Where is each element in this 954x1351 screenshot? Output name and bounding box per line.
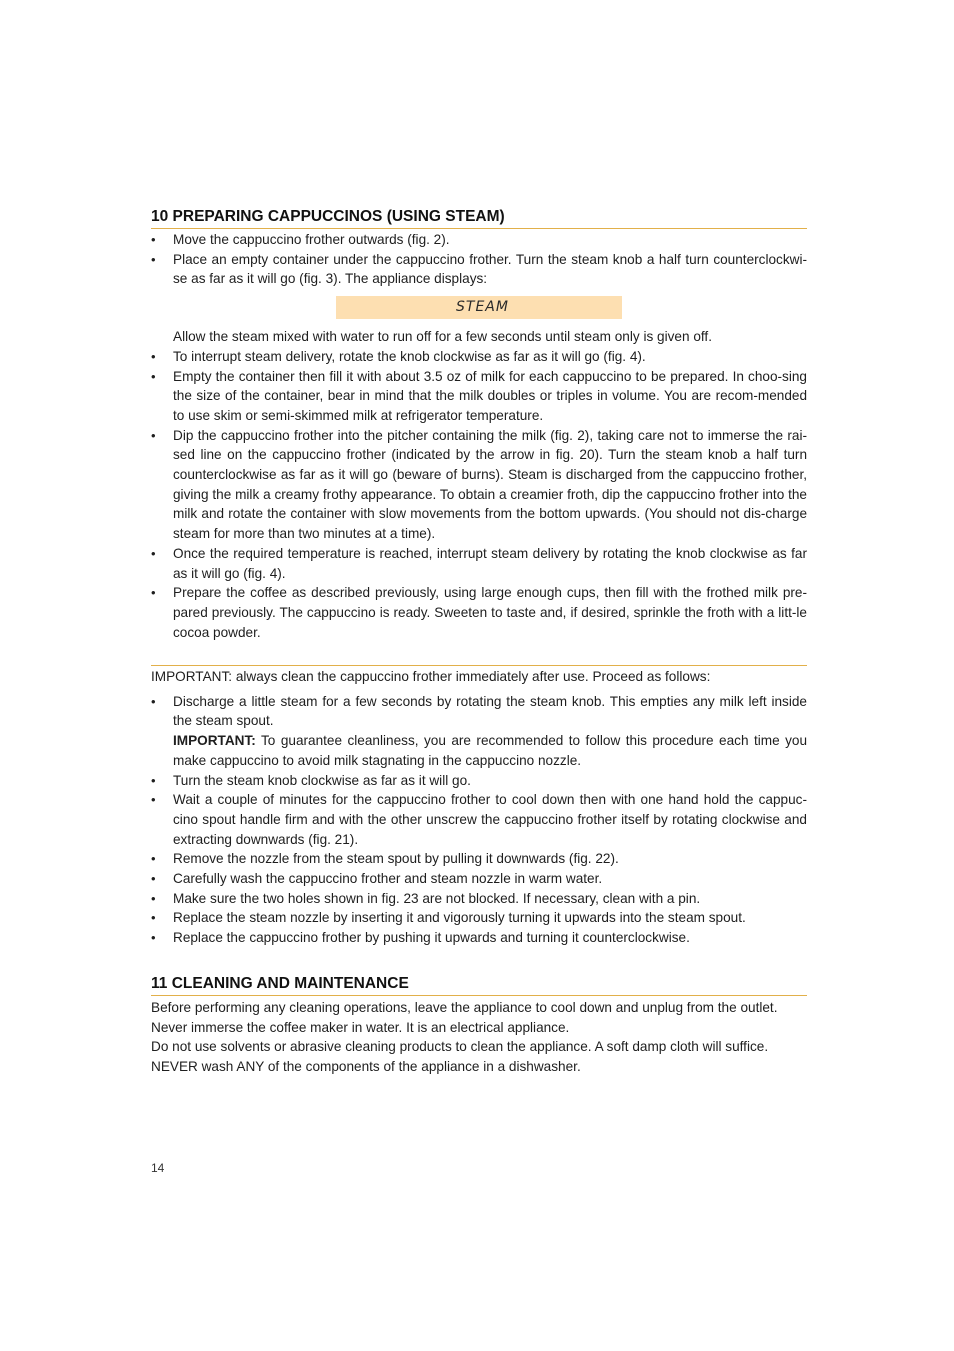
list-item: • Prepare the coffee as described previously, using large enough cups, then fill with the frothed milk pre-pared previously. The cappuccino is ready. Sweeten to taste and, if desired, sprinkle the froth with a litt-le cocoa powder. — [151, 583, 807, 642]
list-item: • Once the required temperature is reached, interrupt steam delivery by rotating the knob clockwise as far as it will go (fig. 4). — [151, 544, 807, 583]
section-10-body — [151, 230, 807, 642]
paragraph: Never immerse the coffee maker in water. It is an electrical appliance. — [151, 1019, 570, 1035]
section-11-title: 11 CLEANING AND MAINTENANCE — [151, 974, 807, 996]
list-item: • Carefully wash the cappuccino frother and steam nozzle in warm water. — [151, 869, 807, 889]
list-item: • Move the cappuccino frother outwards (fig. 2). — [151, 230, 807, 250]
cleaning-steps-list — [151, 692, 807, 948]
paragraph: NEVER wash ANY of the components of the appliance in a dishwasher. — [151, 1059, 581, 1075]
list-item: • Empty the container then fill it with about 3.5 oz of milk for each cappuccino to be prepared. In choo-sing the size of the container, bear in mind that the milk doubles or triples in volume. You are recom-mended to use skim or semi-skimmed milk at refrigerator temperature. — [151, 367, 807, 426]
important-cleaning-block — [151, 665, 807, 948]
list-item — [151, 692, 807, 771]
list-item: • Remove the nozzle from the steam spout by pulling it downwards (fig. 22). — [151, 849, 807, 869]
list-item: • Turn the steam knob clockwise as far as it will go. — [151, 771, 807, 791]
list-item: • Make sure the two holes shown in fig. 23 are not blocked. If necessary, clean with a pin. — [151, 889, 807, 909]
list-item: • Dip the cappuccino frother into the pitcher containing the milk (fig. 2), taking care not to immerse the rai-sed line on the cappuccino frother (indicated by the arrow in fig. 20). Turn the steam knob a half turn counterclockwise as far as it will go (beware of burns). Steam is discharged from the cappuccino frother, giving the milk a creamy frothy appearance. To obtain a creamier froth, dip the cappuccino frother into the milk and rotate the container with slow movements from the bottom upwards. (You should not dis-charge steam for more than two minutes at a time). — [151, 426, 807, 544]
section-10-title: 10 PREPARING CAPPUCCINOS (USING STEAM) — [151, 207, 807, 229]
steam-steps-list — [151, 230, 807, 289]
important-intro: IMPORTANT: always clean the cappuccino frother immediately after use. Proceed as follows: — [151, 665, 807, 687]
display-readout: STEAM — [336, 296, 622, 319]
list-item: • Replace the cappuccino frother by pushing it upwards and turning it counterclockwise. — [151, 928, 807, 948]
list-item: • Place an empty container under the cappuccino frother. Turn the steam knob a half turn counterclockwi-se as far as it will go (fig. 3). The appliance displays: — [151, 250, 807, 289]
important-note: To guarantee cleanliness, you are recommended to follow this procedure each time you make cappuccino to avoid milk stagnating in the cappuccino nozzle. — [173, 733, 807, 768]
important-label: IMPORTANT: — [173, 733, 256, 749]
paragraph: Before performing any cleaning operations, leave the appliance to cool down and unplug from the outlet. — [151, 1000, 778, 1015]
page-number: 14 — [151, 1161, 165, 1175]
steam-steps-list-continued — [151, 347, 807, 643]
list-item: • Replace the steam nozzle by inserting it and vigorously turning it upwards into the steam spout. — [151, 908, 807, 928]
list-item: • To interrupt steam delivery, rotate the knob clockwise as far as it will go (fig. 4). — [151, 347, 807, 367]
paragraph: Allow the steam mixed with water to run off for a few seconds until steam only is given off. — [173, 329, 712, 345]
paragraph: Do not use solvents or abrasive cleaning products to clean the appliance. A soft damp cloth will suffice. — [151, 1039, 769, 1055]
list-item: • Wait a couple of minutes for the cappuccino frother to cool down then with one hand hold the cappuc-cino spout handle firm and with the other unscrew the cappuccino frother itself by rotating clockwise and extracting downwards (fig. 21). — [151, 790, 807, 849]
section-11-body — [151, 998, 807, 1077]
list-item-text: Discharge a little steam for a few seconds by rotating the steam knob. This empties any milk left inside the steam spout. — [173, 693, 807, 729]
